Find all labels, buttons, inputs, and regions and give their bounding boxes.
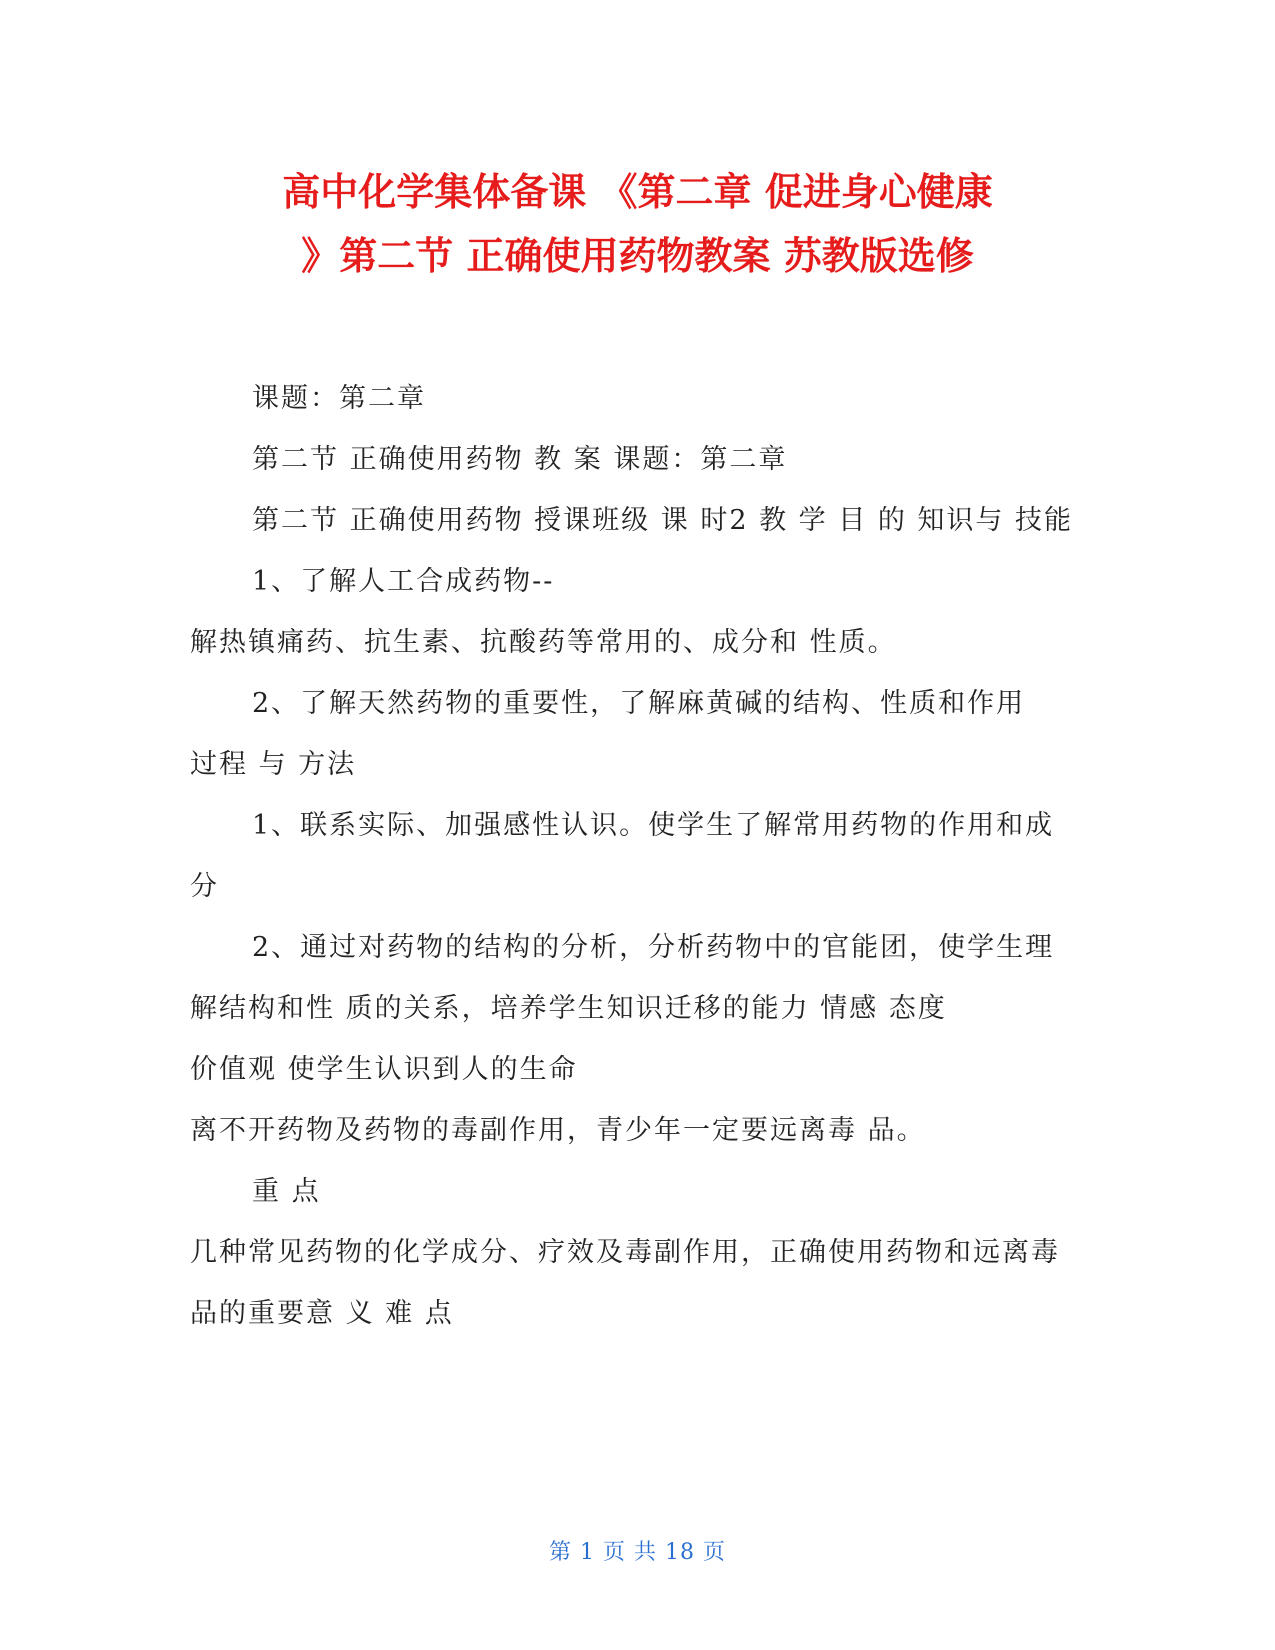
paragraph-objective-1: 1、了解人工合成药物-- [252,566,555,597]
paragraph-values-cont: 离不开药物及药物的毒副作用，青少年一定要远离毒 品。 [190,1115,926,1146]
document-body [190,368,1080,1344]
title-line-2: 》第二节 正确使用药物教案 苏教版选修 [301,234,974,278]
paragraph-objective-2: 2、了解天然药物的重要性，了解麻黄碱的结构、性质和作用 [252,688,1026,719]
paragraph-process-1: 1、联系实际、加强感性认识。使学生了解常用药物的作用和成分 [190,810,1055,902]
paragraph-process-heading: 过程 与 方法 [190,749,357,780]
paragraph-key-points: 几种常见药物的化学成分、疗效及毒副作用，正确使用药物和远离毒品的重要意 义 难 点 [190,1237,1060,1329]
paragraph-key-points-heading: 重 点 [252,1176,321,1207]
title-line-1: 高中化学集体备课 《第二章 促进身心健康 [282,170,993,214]
paragraph-section-heading: 第二节 正确使用药物 教 案 课题：第二章 [252,444,788,475]
document-title [150,160,1125,288]
paragraph-objective-1-cont: 解热镇痛药、抗生素、抗酸药等常用的、成分和 性质。 [190,627,897,658]
paragraph-values: 价值观 使学生认识到人的生命 [190,1054,578,1085]
page-number-footer: 第 1 页 共 18 页 [549,1540,726,1565]
paragraph-process-2: 2、通过对药物的结构的分析，分析药物中的官能团，使学生理解结构和性 质的关系，培养学生知识迁移的能力 情感 态度 [190,932,1055,1024]
paragraph-topic: 课题：第二章 [252,383,426,414]
paragraph-class-info: 第二节 正确使用药物 授课班级 课 时2 教 学 目 的 知识与 技能 [252,505,1074,536]
